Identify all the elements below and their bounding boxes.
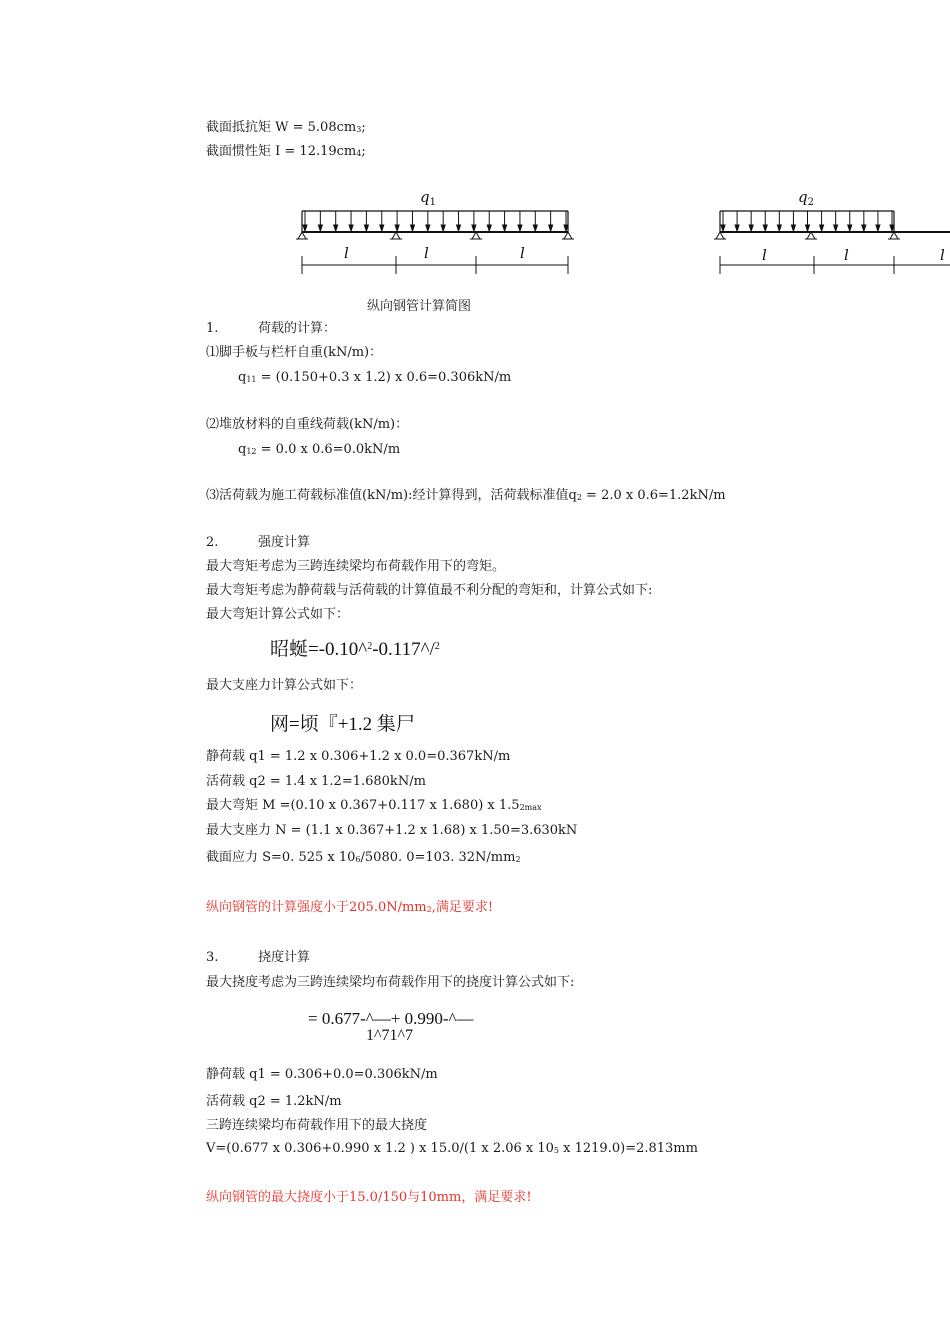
- live-load-line: 活荷载 q2 = 1.4 x 1.2=1.680kN/m: [206, 774, 426, 789]
- load-arrow-head: [349, 225, 353, 231]
- moment-of-inertia-text: 截面惯性矩 I = 12.19cm: [206, 144, 357, 159]
- load-arrow-head: [777, 225, 781, 231]
- span-label-r2: l: [844, 246, 849, 264]
- load-item-3: ⑶活荷载为施工荷载标准值(kN/m):经计算得到，活荷载标准值q2 = 2.0 x 0.6=1.2kN/m: [206, 488, 726, 503]
- moment-of-inertia-unit-sub: 4: [356, 149, 362, 158]
- strength-paragraph-1: 最大弯矩考虑为三跨连续梁均布荷载作用下的弯矩。: [206, 559, 506, 574]
- load-label-q1: $q_1$: [420, 188, 436, 208]
- deflection-live-load-line: 活荷载 q2 = 1.2kN/m: [206, 1094, 342, 1109]
- load-label-q2: $q_2$: [798, 188, 814, 208]
- span-label-3: l: [520, 244, 525, 262]
- load-arrow-head: [472, 225, 476, 231]
- span-label-2: l: [424, 244, 429, 262]
- support-force-formula: 网=顷『+1.2 集尸: [270, 714, 415, 735]
- static-load-line: 静荷载 q1 = 1.2 x 0.306+1.2 x 0.0=0.367kN/m: [206, 749, 511, 764]
- load-arrow-head: [806, 225, 810, 231]
- section-stress-line: 截面应力 S=0. 525 x 106/5080. 0=103. 32N/mm2: [206, 850, 521, 865]
- moment-of-inertia-line: [206, 143, 366, 163]
- three-span-beam-diagram-q1: [296, 186, 576, 278]
- load-arrow-head: [487, 225, 491, 231]
- strength-paragraph-4: 最大支座力计算公式如下：: [206, 678, 363, 693]
- strength-paragraph-3: 最大弯矩计算公式如下：: [206, 607, 350, 622]
- section-2-heading: [206, 534, 311, 552]
- load-arrow-head: [876, 225, 880, 231]
- deflection-conclusion: 纵向钢管的最大挠度小于15.0/150与10mm，满足要求!: [206, 1190, 532, 1205]
- load-arrow-head: [791, 225, 795, 231]
- section-3-number: 3.: [206, 950, 219, 965]
- section-2-number: 2.: [206, 535, 219, 550]
- load-arrow-head: [364, 225, 368, 231]
- load-item-2: ⑵堆放材料的自重线荷载(kN/m)：: [206, 417, 409, 432]
- load-arrow-head: [763, 225, 767, 231]
- section-3-heading: [206, 949, 311, 967]
- load-arrow-head: [749, 225, 753, 231]
- span-label-r3: l: [940, 246, 945, 264]
- deflection-static-load-line: 静荷载 q1 = 0.306+0.0=0.306kN/m: [206, 1067, 438, 1082]
- section-2-title: 强度计算: [258, 535, 311, 550]
- load-arrow-head: [834, 225, 838, 231]
- strength-paragraph-2: 最大弯矩考虑为静荷载与活荷载的计算值最不利分配的弯矩和，计算公式如下:: [206, 583, 653, 598]
- three-span-beam-diagram-q2: [714, 186, 950, 278]
- load-arrow-head: [862, 225, 866, 231]
- section-modulus-tail: ;: [361, 120, 366, 135]
- deflection-formula-bottom: 1^71^7: [366, 1027, 414, 1044]
- max-moment-formula: 昭蜒=-0.10^$^2$-0.117^/$^2$: [270, 639, 440, 660]
- q11-formula: q11 = (0.150+0.3 x 1.2) x 0.6=0.306kN/m: [238, 370, 512, 385]
- max-moment-line: 最大弯矩 M =(0.10 x 0.367+0.117 x 1.680) x 1.52max: [206, 798, 542, 813]
- section-1-title: 荷载的计算：: [258, 321, 337, 336]
- span-label-1: l: [344, 244, 349, 262]
- deflection-paragraph-1: 最大挠度考虑为三跨连续梁均布荷载作用下的挠度计算公式如下:: [206, 975, 575, 990]
- section-modulus-line: [206, 119, 366, 139]
- load-arrow-head: [848, 225, 852, 231]
- section-modulus-unit-sub: 3: [356, 125, 362, 134]
- load-arrow-head: [303, 225, 307, 231]
- load-arrow-head: [410, 225, 414, 231]
- section-modulus-text: 截面抵抗矩 W = 5.08cm: [206, 120, 357, 135]
- q12-formula: q12 = 0.0 x 0.6=0.0kN/m: [238, 442, 401, 457]
- load-arrow-head: [457, 225, 461, 231]
- load-arrow-head: [533, 225, 537, 231]
- max-deflection-formula: V=(0.677 x 0.306+0.990 x 1.2 ) x 15.0/(1 x 2.06 x 105 x 1219.0)=2.813mm: [206, 1141, 698, 1156]
- section-1-heading: [206, 320, 337, 338]
- load-arrow-head: [503, 225, 507, 231]
- load-arrow-head: [395, 225, 399, 231]
- load-arrow-head: [721, 225, 725, 231]
- load-arrow-head: [518, 225, 522, 231]
- max-deflection-label: 三跨连续梁均布荷载作用下的最大挠度: [206, 1118, 428, 1133]
- moment-of-inertia-tail: ;: [361, 144, 366, 159]
- section-3-title: 挠度计算: [258, 950, 311, 965]
- span-label-r1: l: [762, 246, 767, 264]
- load-arrow-head: [820, 225, 824, 231]
- deflection-formula-top: = 0.677-^—+ 0.990-^—: [308, 1009, 474, 1028]
- diagram-caption: 纵向钢管计算简图: [367, 299, 472, 314]
- load-arrow-head: [549, 225, 553, 231]
- load-arrow-head: [735, 225, 739, 231]
- load-arrow-head: [441, 225, 445, 231]
- load-arrow-head: [334, 225, 338, 231]
- strength-conclusion: 纵向钢管的计算强度小于205.0N/mm2,满足要求!: [206, 900, 494, 915]
- load-arrow-head: [318, 225, 322, 231]
- load-arrow-head: [426, 225, 430, 231]
- load-arrow-head: [380, 225, 384, 231]
- load-item-1: ⑴脚手板与栏杆自重(kN/m)：: [206, 345, 383, 360]
- section-1-number: 1.: [206, 321, 219, 336]
- max-support-force-line: 最大支座力 N = (1.1 x 0.367+1.2 x 1.68) x 1.50=3.630kN: [206, 823, 578, 838]
